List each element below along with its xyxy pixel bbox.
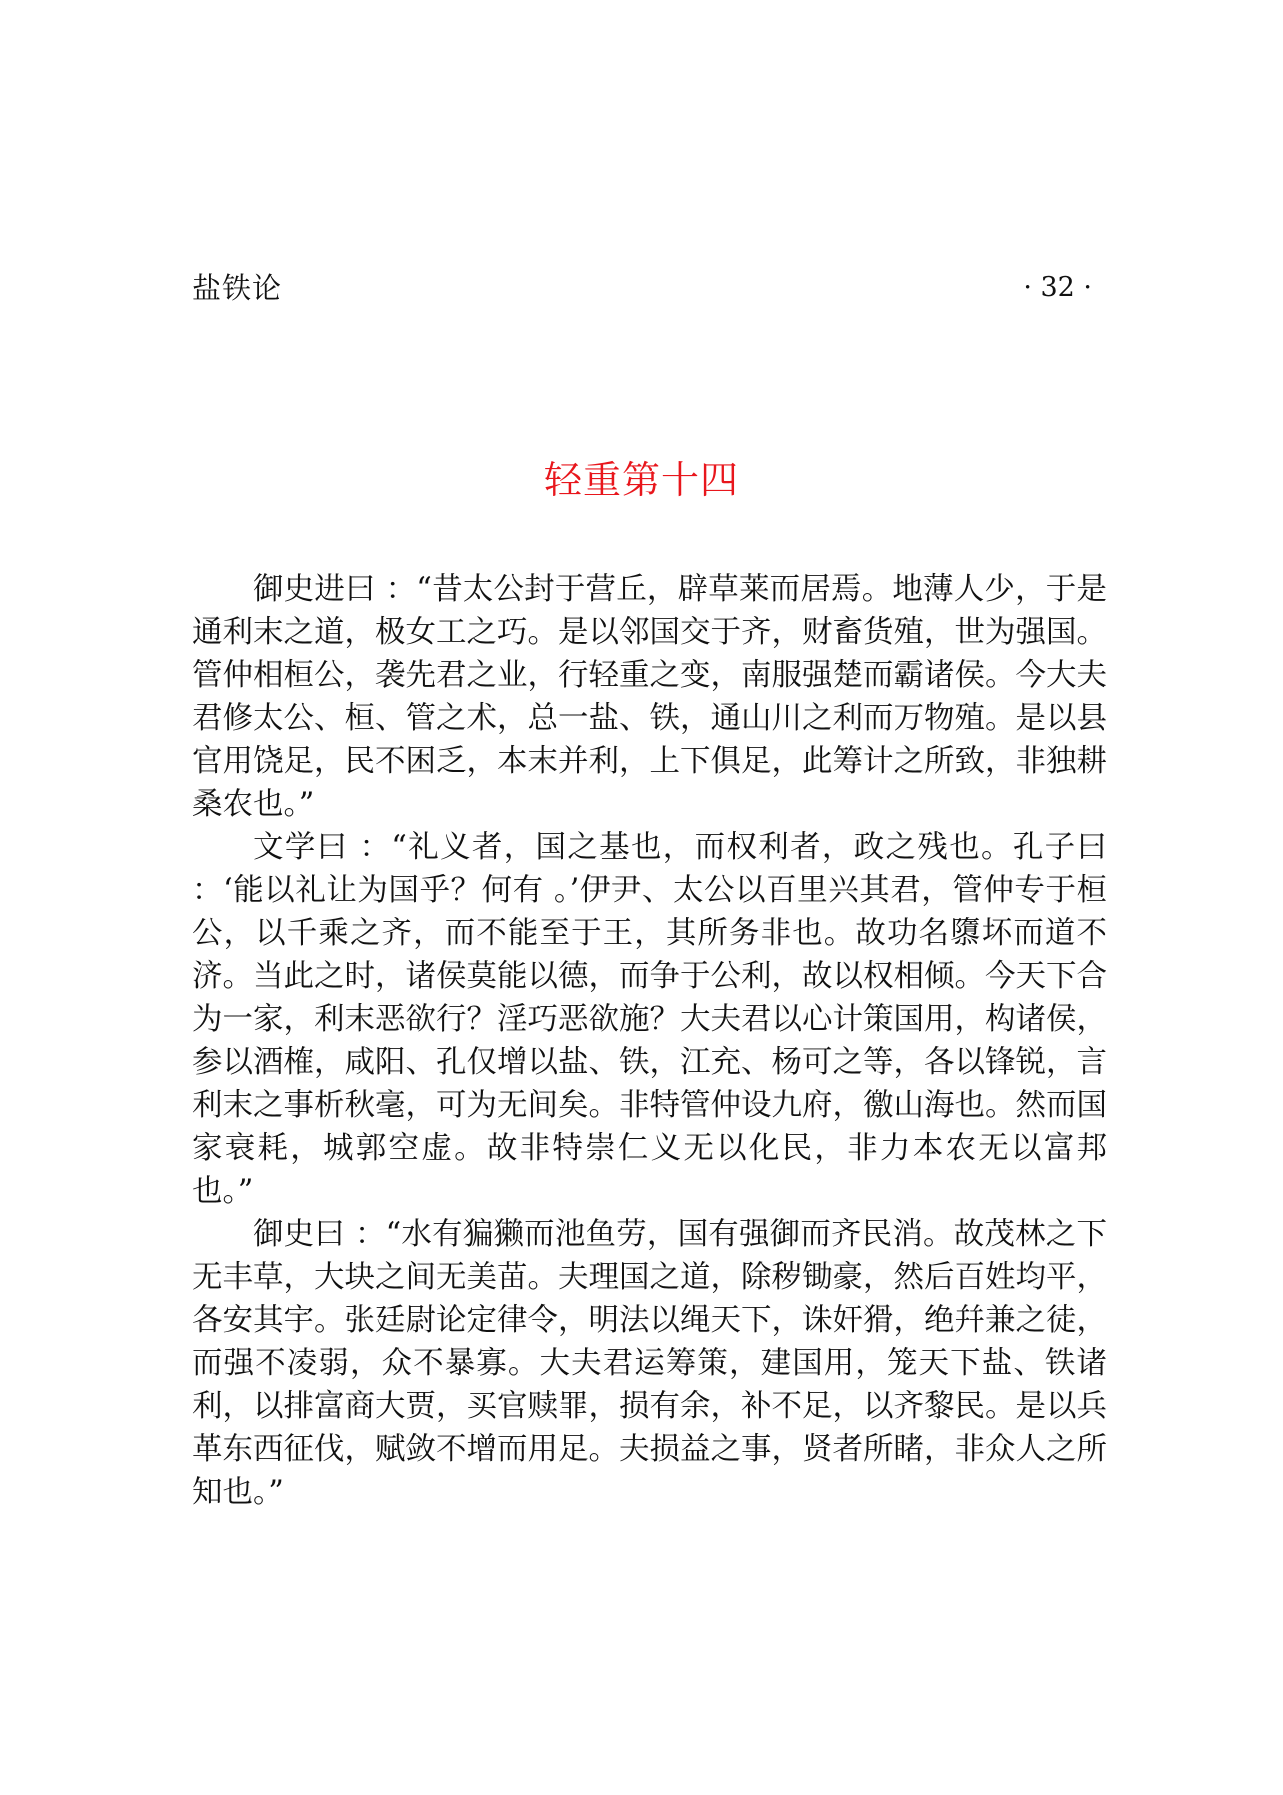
paragraph-yushi-jin-yue: 御史进曰 ：“昔太公封于营丘，辟草莱而居焉。地薄人少，于是通利末之道，极女工之巧。是以邻国交于齐，财畜货殖，世为强国。管仲相桓公，袭先君之业，行轻重之变，南服强楚而霸诸侯。今大夫君修太公、桓、管之术，总一盐、铁，通山川之利而万物殖。是以县官用饶足，民不困乏，本末并利，上下俱足，此筹计之所致，非独耕桑农也。” xyxy=(192,572,1107,822)
chapter-title: 轻重第十四 xyxy=(543,458,739,502)
paragraph-wenxue-yue: 文学曰 ：“礼义者，国之基也，而权利者，政之残也。孔子曰 ：‘能以礼让为国乎？何有 。’伊尹、太公以百里兴其君，管仲专于桓公，以千乘之齐，而不能至于王，其所务非也。故功名隳坏而道不济。当此之时，诸侯莫能以德，而争于公利，故以权相倾。今天下合为一家，利末恶欲行？淫巧恶欲施？大夫君以心计策国用，构诸侯，参以酒榷，咸阳、孔仅增以盐、铁，江充、杨可之等，各以锋锐，言利末之事析秋毫，可为无间矣。非特管仲设九府，徼山海也。然而国家衰耗，城郭空虚。故非特崇仁义无以化民，非力本农无以富邦也。” xyxy=(192,830,1107,1209)
page-number: · 32 · xyxy=(1023,272,1092,303)
paragraph-yushi-yue: 御史曰 ：“水有猵獭而池鱼劳，国有强御而齐民消。故茂林之下无丰草，大块之间无美苗。夫理国之道，除秽锄豪，然后百姓均平，各安其宇。张廷尉论定律令，明法以绳天下，诛奸猾，绝幷兼之徒，而强不凌弱，众不暴寡。大夫君运筹策，建国用，笼天下盐、铁诸利，以排富商大贾，买官赎罪，损有余，补不足，以齐黎民。是以兵革东西征伐，赋敛不增而用足。夫损益之事，贤者所睹，非众人之所知也。” xyxy=(192,1217,1107,1510)
running-header xyxy=(192,268,1092,308)
book-title: 盐铁论 xyxy=(192,271,283,305)
body-text xyxy=(192,568,1107,1514)
